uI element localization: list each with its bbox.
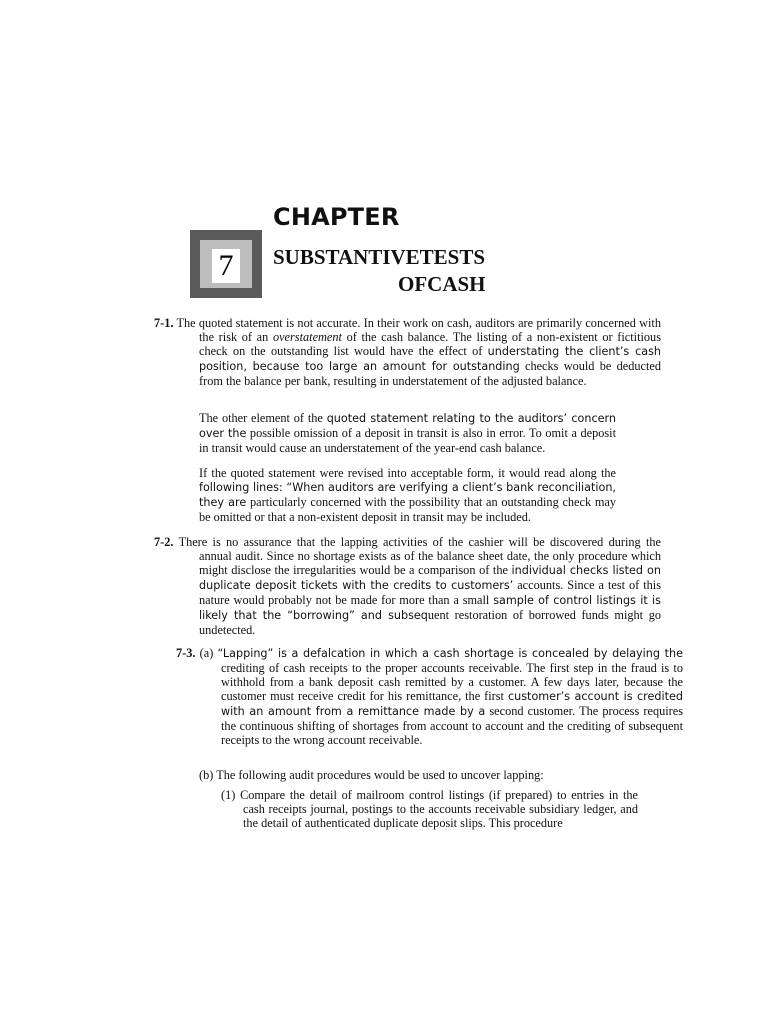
text-run: individual checks listed on duplicate deposit tickets with the credits to customers’	[199, 564, 661, 592]
text-run: quoted statement relating to the auditors’ concern over the	[199, 412, 616, 440]
text-run: checks would be deducted from the balance per bank, resulting in understatement of the adjusted balance.	[199, 359, 661, 388]
chapter-title-line-1: SUBSTANTIVETESTS	[273, 245, 486, 269]
item-label: (1)	[221, 788, 236, 802]
chapter-number: 7	[212, 249, 240, 283]
text-run: uent restoration of borrowed funds might go undetected.	[199, 608, 661, 637]
answer-7-1-paragraph-2	[199, 411, 616, 455]
emphasis-text: overstatement	[272, 330, 342, 344]
part-label: (a)	[199, 646, 214, 660]
answer-7-3-part-b-item-1	[221, 788, 638, 830]
text-run: of the cash balance. The listing of a non-existent or fictitious check on the outstanding list would have the effect of	[199, 330, 661, 358]
text-run: customer’s account is credited with an amount from a remittance made by a	[221, 690, 683, 718]
answer-7-3-part-a	[154, 646, 683, 747]
chapter-title-line-2: OFCASH	[398, 272, 486, 296]
answer-7-1-paragraph-1	[154, 316, 661, 388]
answer-7-3-part-b-intro: (b) The following audit procedures would be used to uncover lapping:	[199, 768, 544, 782]
text-run: particularly concerned with the possibility that an outstanding check may be omitted or that a non-existent deposit in transit may be included.	[199, 495, 616, 524]
answer-number: 7-3.	[176, 646, 196, 660]
answer-number: 7-1.	[154, 316, 174, 330]
text-run: The other element of the	[199, 411, 327, 425]
answer-7-2-paragraph	[154, 535, 661, 637]
chapter-label: CHAPTER	[273, 203, 400, 231]
text-run: sample of control listings it is likely that the “borrowing” and subseq	[199, 594, 661, 622]
answer-number: 7-2.	[154, 535, 174, 549]
text-run: accounts. Since a test of this nature would probably not be made for more than a small	[199, 578, 662, 607]
text-run: “Lapping” is a defalcation in which a cash shortage is concealed by delaying the	[217, 647, 683, 660]
answer-7-1-paragraph-3	[199, 466, 616, 524]
text-run: possible omission of a deposit in transit is also in error. To omit a deposit in transit would cause an understatement of the year-end cash balance.	[199, 426, 616, 455]
text-run: second customer. The process requires the continuous shifting of shortages from account to account and the crediting of subsequent receipts to the wrong account receivable.	[221, 704, 684, 747]
text-run: understating the client’s cash position, because too large an amount for outstanding	[199, 345, 661, 373]
text-run: Compare the detail of mailroom control listings (if prepared) to entries in the cash receipts journal, postings to the accounts receivable subsidiary ledger, and the detail of authenticated duplicate deposit slips. This procedure	[240, 788, 638, 830]
text-run: If the quoted statement were revised into acceptable form, it would read along the	[199, 466, 616, 480]
text-run: crediting of cash receipts to the proper accounts receivable. The first step in the fraud is to withhold from a bank deposit cash remitted by a customer. A few days later, because the customer must receive credit for his remittance, the first	[221, 661, 683, 703]
text-run: There is no assurance that the lapping activities of the cashier will be discovered during the annual audit. Since no shortage exists as of the balance sheet date, the only procedure which might disclose the irregularities would be a comparison of the	[178, 535, 662, 577]
text-run: The quoted statement is not accurate. In their work on cash, auditors are primarily concerned with the risk of an	[176, 316, 661, 344]
chapter-number-badge	[190, 230, 262, 298]
text-run: following lines: “When auditors are verifying a client’s bank reconciliation, they are	[199, 481, 616, 509]
